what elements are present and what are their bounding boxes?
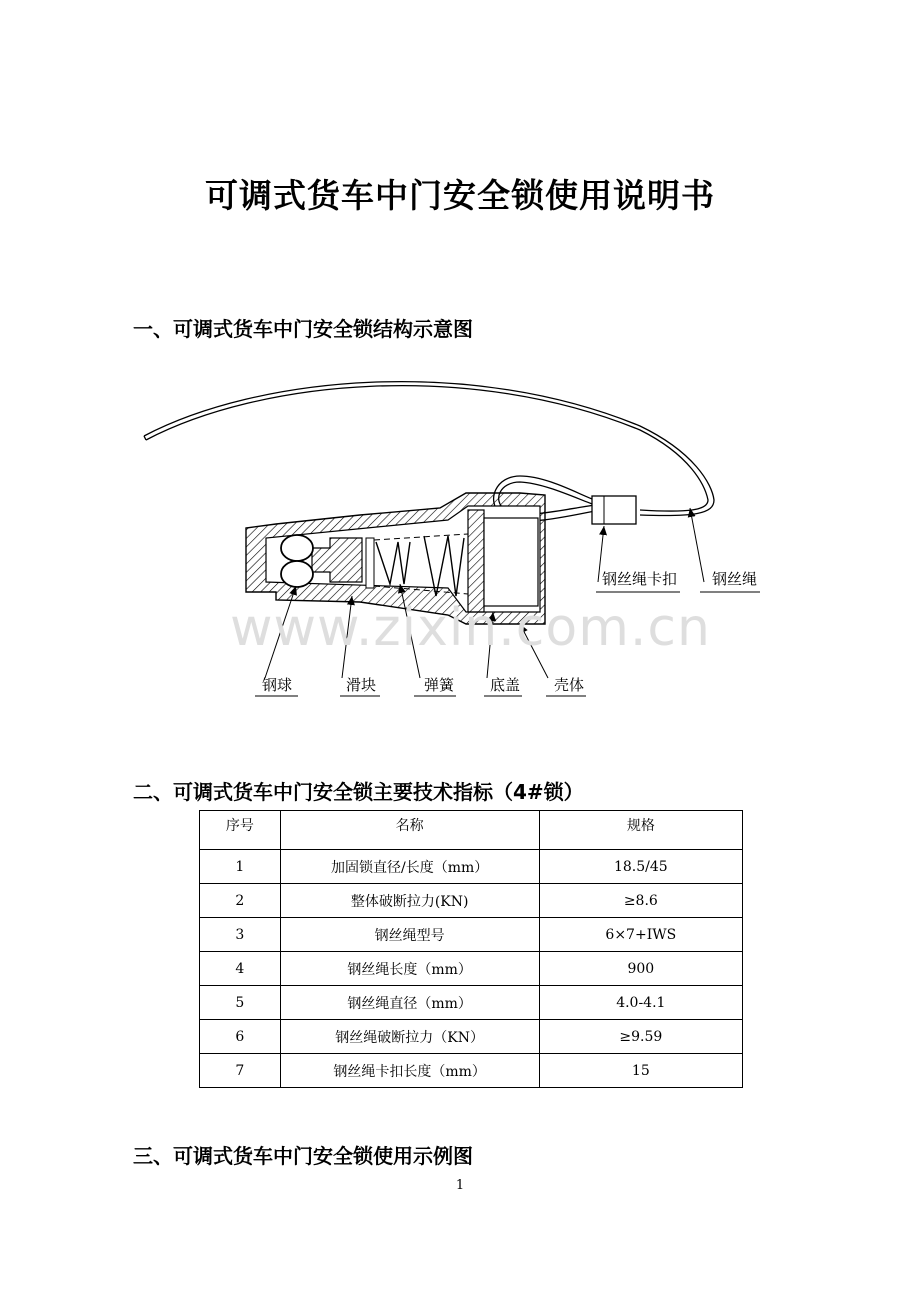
label-wire-rope: 钢丝绳	[712, 570, 758, 588]
cell-spec: 15	[539, 1054, 742, 1088]
cell-spec: 6×7+IWS	[539, 918, 742, 952]
table-row	[200, 1054, 743, 1088]
cell-spec: ≥9.59	[539, 1020, 742, 1054]
header-index: 序号	[200, 811, 281, 850]
section-heading-specs: 二、可调式货车中门安全锁主要技术指标（4#锁）	[133, 780, 584, 804]
cell-index: 2	[200, 884, 281, 918]
watermark: www.zixin.com.cn	[230, 598, 711, 658]
label-spring: 弹簧	[424, 676, 455, 694]
header-name: 名称	[280, 811, 539, 850]
cell-spec: 4.0-4.1	[539, 986, 742, 1020]
lock-structure-diagram	[0, 360, 920, 720]
cell-spec: ≥8.6	[539, 884, 742, 918]
cell-index: 4	[200, 952, 281, 986]
cell-name: 钢丝绳破断拉力（KN）	[280, 1020, 539, 1054]
cell-name: 钢丝绳长度（mm）	[280, 952, 539, 986]
label-rope-clamp: 钢丝绳卡扣	[602, 570, 678, 588]
table-header-row	[200, 811, 743, 850]
page-title: 可调式货车中门安全锁使用说明书	[205, 176, 715, 215]
cell-spec: 900	[539, 952, 742, 986]
label-housing: 壳体	[554, 676, 585, 694]
section-heading-examples: 三、可调式货车中门安全锁使用示例图	[133, 1144, 473, 1168]
cell-index: 1	[200, 850, 281, 884]
table-row	[200, 952, 743, 986]
header-spec: 规格	[539, 811, 742, 850]
cell-name: 加固锁直径/长度（mm）	[280, 850, 539, 884]
table-row	[200, 850, 743, 884]
label-steel-ball: 钢球	[262, 676, 293, 694]
label-bottom-cap: 底盖	[490, 676, 521, 694]
table-row	[200, 1020, 743, 1054]
cell-name: 整体破断拉力(KN)	[280, 884, 539, 918]
label-slider: 滑块	[346, 676, 377, 694]
section-heading-structure: 一、可调式货车中门安全锁结构示意图	[133, 317, 473, 341]
cell-index: 5	[200, 986, 281, 1020]
cell-index: 3	[200, 918, 281, 952]
bottom-cap	[468, 510, 484, 612]
cell-name: 钢丝绳直径（mm）	[280, 986, 539, 1020]
table-row	[200, 986, 743, 1020]
table-row	[200, 884, 743, 918]
spec-table	[199, 810, 743, 1088]
table-row	[200, 918, 743, 952]
cell-spec: 18.5/45	[539, 850, 742, 884]
cell-name: 钢丝绳型号	[280, 918, 539, 952]
cell-index: 7	[200, 1054, 281, 1088]
steel-ball-bottom	[281, 561, 313, 587]
page-number: 1	[455, 1178, 465, 1193]
steel-ball-top	[281, 535, 313, 561]
rope-clamp	[592, 496, 636, 524]
cell-name: 钢丝绳卡扣长度（mm）	[280, 1054, 539, 1088]
cell-index: 6	[200, 1020, 281, 1054]
wire-rope	[146, 386, 708, 511]
